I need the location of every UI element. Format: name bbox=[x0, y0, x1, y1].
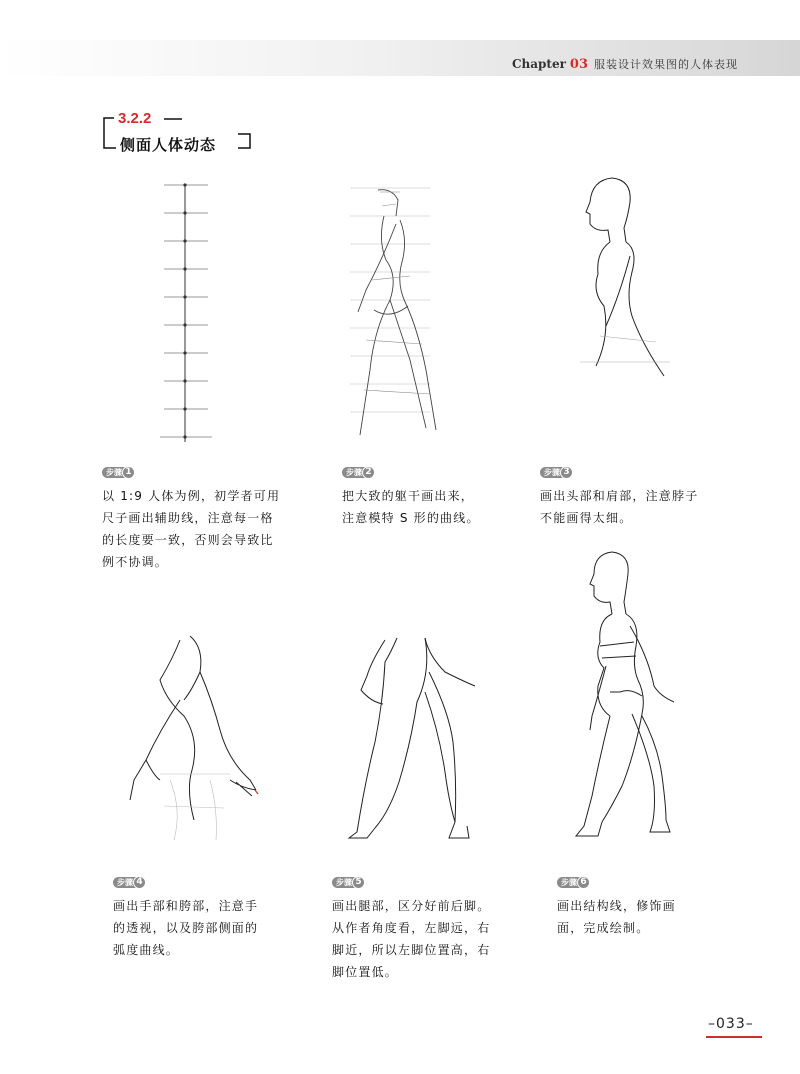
section-number: 3.2.2 bbox=[118, 110, 152, 127]
page-number: –033– bbox=[708, 1016, 754, 1032]
chapter-number: 03 bbox=[569, 57, 588, 72]
figure-step-5-legs bbox=[345, 632, 495, 852]
chapter-word: Chapter bbox=[511, 57, 566, 71]
header-text bbox=[512, 56, 738, 72]
step-5-text: 画出腿部，区分好前后脚。 从作者角度看，左脚远，右 脚近，所以左脚位置高，右 脚位置低。 bbox=[332, 899, 491, 979]
figure-step-4-hands-hips bbox=[120, 630, 270, 850]
figure-step-6-finished bbox=[550, 546, 690, 846]
page-number-underline bbox=[706, 1036, 762, 1038]
step-6-text: 画出结构线，修饰画 面，完成绘制。 bbox=[557, 899, 676, 935]
figure-step-2-torso-sketch bbox=[330, 180, 450, 450]
step-4-text: 画出手部和胯部，注意手 的透视，以及胯部侧面的 弧度曲线。 bbox=[113, 899, 259, 957]
step-2-text: 把大致的躯干画出来， 注意模特 S 形的曲线。 bbox=[342, 489, 480, 525]
chapter-title: 服装设计效果图的人体表现 bbox=[594, 58, 738, 71]
figure-step-3-head-shoulders bbox=[560, 176, 680, 396]
step-3-text: 画出头部和肩部，注意脖子 不能画得太细。 bbox=[540, 489, 699, 525]
section-title: 侧面人体动态 bbox=[120, 136, 217, 154]
section-heading bbox=[102, 110, 252, 156]
page-header bbox=[0, 40, 800, 76]
figure-step-1-guide-lines bbox=[150, 180, 220, 445]
step-1-text: 以 1:9 人体为例，初学者可用 尺子画出辅助线，注意每一格 的长度要一致，否则会导致比 例不协调。 bbox=[102, 489, 281, 569]
